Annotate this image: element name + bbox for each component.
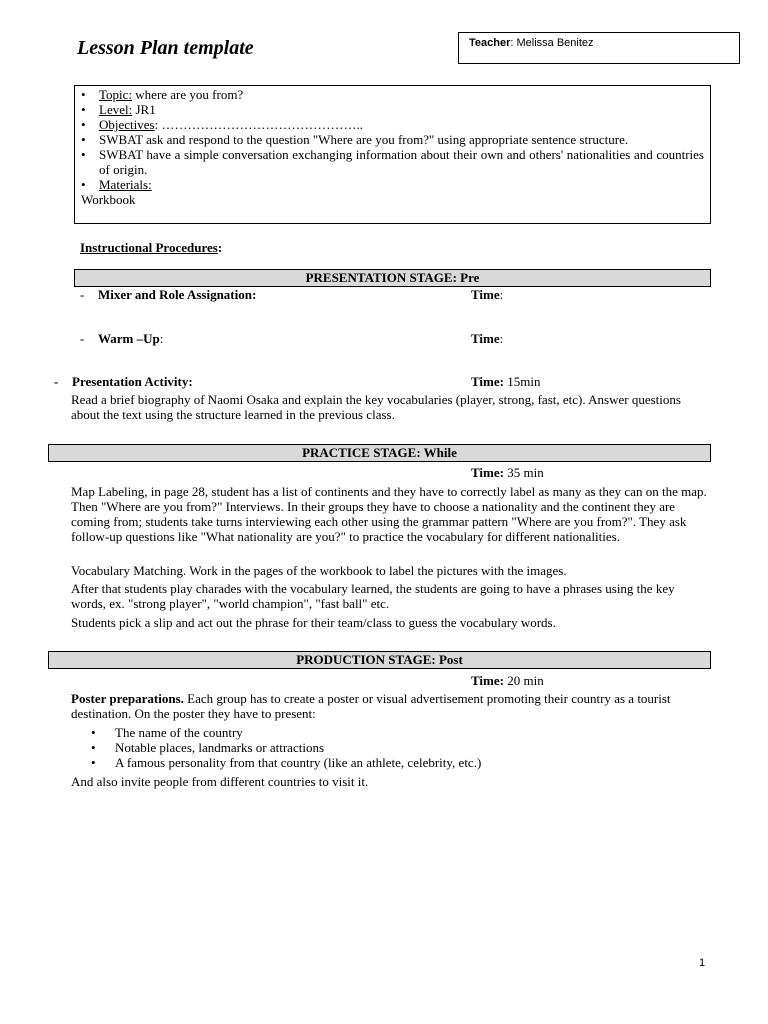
mixer-time-colon: : xyxy=(499,287,504,302)
objectives-item xyxy=(81,117,704,132)
mixer-label: Mixer and Role Assignation: xyxy=(98,287,257,302)
presentation-time-value: 15min xyxy=(503,374,541,389)
procedures-colon: : xyxy=(217,240,223,255)
presentation-time-label: Time: xyxy=(471,374,504,389)
topic-item xyxy=(81,87,704,102)
presentation-activity-label: Presentation Activity: xyxy=(72,374,193,389)
practice-time-label: Time: xyxy=(471,465,504,480)
page-number: 1 xyxy=(699,957,706,969)
materials-value: Workbook xyxy=(81,192,136,207)
warmup-time xyxy=(471,331,503,346)
lesson-info-box xyxy=(74,85,711,224)
practice-time-value: 35 min xyxy=(503,465,544,480)
practice-paragraph-1: Map Labeling, in page 28, student has a list of continents and they have to correctly label as many as they can on the map. Then "Where are you from?" Interviews. In their groups they have to choose a nationality and the continent they are coming from; students take turns interviewing each other using the grammar pattern "Where are you from?". They ask follow-up questions like "What nationality are you?" to practice the vocabulary for different nationalities. xyxy=(71,484,707,544)
presentation-activity-row xyxy=(54,374,193,389)
dash: - xyxy=(80,331,85,346)
topic-value: where are you from? xyxy=(132,87,244,102)
warmup-label: Warm –Up xyxy=(98,331,160,346)
lesson-info-list xyxy=(81,87,704,192)
warmup-colon: : xyxy=(159,331,164,346)
warmup-time-label: Time xyxy=(471,331,500,346)
list-item: • Notable places, landmarks or attractions xyxy=(71,740,711,755)
practice-paragraph-2: Vocabulary Matching. Work in the pages of the workbook to label the pictures with the images. xyxy=(71,563,567,578)
practice-paragraph-3: After that students play charades with the vocabulary learned, the students are going to have a phrases using the key words, ex. "strong player", "world champion", "fast ball" etc. xyxy=(71,581,675,611)
presentation-stage-band: PRESENTATION STAGE: Pre xyxy=(74,269,711,287)
objectives-label: Objectives xyxy=(99,117,155,132)
production-time-value: 20 min xyxy=(503,673,544,688)
practice-paragraph-4: Students pick a slip and act out the phrase for their team/class to guess the vocabulary words. xyxy=(71,615,556,630)
list-item: • A famous personality from that country (like an athlete, celebrity, etc.) xyxy=(71,755,711,770)
objectives-value: : ……………………………………….. xyxy=(154,117,363,132)
practice-time xyxy=(471,465,544,480)
poster-text: Each group has to create a poster or visual advertisement promoting their country as a tourist destination. On the poster they have to present: xyxy=(71,691,671,721)
objective-2: • SWBAT have a simple conversation exchanging information about their own and others' nationalities and countries of origin. xyxy=(81,147,704,177)
dash: - xyxy=(54,374,59,389)
poster-paragraph xyxy=(71,691,711,721)
objective-1: • SWBAT ask and respond to the question "Where are you from?" using appropriate sentence structure. xyxy=(81,132,704,147)
presentation-activity-text: Read a brief biography of Naomi Osaka and explain the key vocabularies (player, strong, fast, etc). Answer questions about the text using the structure learned in the previous class. xyxy=(71,392,681,422)
warmup-time-colon: : xyxy=(499,331,504,346)
level-label: Level: xyxy=(99,102,133,117)
mixer-time xyxy=(471,287,503,302)
level-item xyxy=(81,102,704,117)
production-time-label: Time: xyxy=(471,673,504,688)
presentation-activity-time xyxy=(471,374,540,389)
production-time xyxy=(471,673,544,688)
procedures-heading xyxy=(80,240,222,256)
dash: - xyxy=(80,287,85,302)
warmup-row xyxy=(80,331,163,346)
poster-bullet-list xyxy=(71,725,711,770)
teacher-label: Teacher xyxy=(469,37,511,49)
teacher-box xyxy=(458,32,740,64)
materials-label: Materials: xyxy=(99,177,152,192)
list-item: • The name of the country xyxy=(71,725,711,740)
topic-label: Topic: xyxy=(99,87,133,102)
level-value: JR1 xyxy=(132,102,156,117)
procedures-label: Instructional Procedures xyxy=(80,240,218,255)
teacher-name: : Melissa Benitez xyxy=(510,37,594,49)
page-title: Lesson Plan template xyxy=(77,37,254,59)
materials-item xyxy=(81,177,704,192)
practice-stage-band: PRACTICE STAGE: While xyxy=(48,444,711,462)
production-closing: And also invite people from different countries to visit it. xyxy=(71,774,369,789)
mixer-time-label: Time xyxy=(471,287,500,302)
mixer-row xyxy=(80,287,256,302)
production-stage-band: PRODUCTION STAGE: Post xyxy=(48,651,711,669)
poster-label: Poster preparations. xyxy=(71,691,184,706)
